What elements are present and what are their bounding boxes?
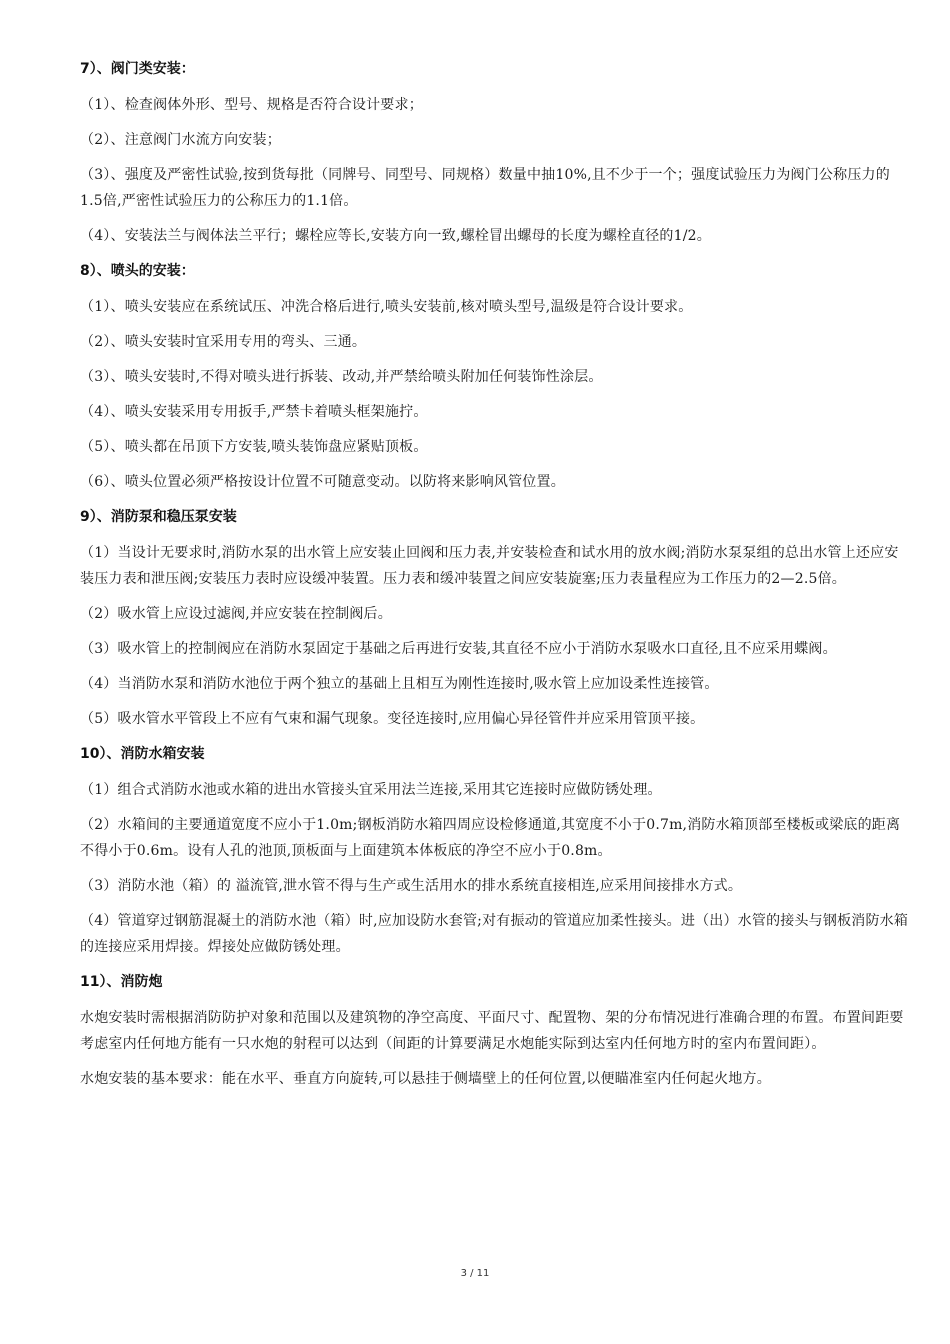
paragraph: （3）、强度及严密性试验,按到货每批（同牌号、同型号、同规格）数量中抽10%,且不少于一个；强度试验压力为阀门公称压力的1.5倍,严密性试验压力的公称压力的1.1倍。 bbox=[80, 167, 890, 209]
paragraph: （2）、喷头安装时宜采用专用的弯头、三通。 bbox=[80, 334, 367, 350]
paragraph: （4）管道穿过钢筋混凝土的消防水池（箱）时,应加设防水套管;对有振动的管道应加柔性接头。进（出）水管的接头与钢板消防水箱的连接应采用焊接。焊接处应做防锈处理。 bbox=[80, 913, 909, 955]
section-sprinkler-installation bbox=[80, 258, 910, 495]
section-fire-monitor bbox=[80, 969, 910, 1092]
paragraph: （3）消防水池（箱）的 溢流管,泄水管不得与生产或生活用水的排水系统直接相连,应采用间接排水方式。 bbox=[80, 878, 743, 894]
section-heading: 9）、消防泵和稳压泵安装 bbox=[80, 509, 237, 525]
paragraph: （1）当设计无要求时,消防水泵的出水管上应安装止回阀和压力表,并安装检查和试水用的放水阀;消防水泵泵组的总出水管上还应安装压力表和泄压阀;安装压力表时应设缓冲装置。压力表和缓冲装置之间应安装旋塞;压力表量程应为工作压力的2—2.5倍。 bbox=[80, 545, 899, 587]
paragraph: （1）、检查阀体外形、型号、规格是否符合设计要求； bbox=[80, 97, 423, 113]
section-heading: 8）、喷头的安装： bbox=[80, 263, 195, 279]
section-heading: 7）、阀门类安装： bbox=[80, 61, 195, 77]
paragraph: （3）、喷头安装时,不得对喷头进行拆装、改动,并严禁给喷头附加任何装饰性涂层。 bbox=[80, 369, 603, 385]
paragraph: （2）水箱间的主要通道宽度不应小于1.0m;钢板消防水箱四周应设检修通道,其宽度不小于0.7m,消防水箱顶部至楼板或梁底的距离不得小于0.6m。设有人孔的池顶,顶板面与上面建筑本体板底的净空不应小于0.8m。 bbox=[80, 817, 901, 859]
section-heading: 10）、消防水箱安装 bbox=[80, 746, 205, 762]
paragraph: （5）吸水管水平管段上不应有气束和漏气现象。变径连接时,应用偏心异径管件并应采用管顶平接。 bbox=[80, 711, 705, 727]
section-valve-installation bbox=[80, 56, 910, 249]
paragraph: （4）、安装法兰与阀体法兰平行；螺栓应等长,安装方向一致,螺栓冒出螺母的长度为螺栓直径的1/2。 bbox=[80, 228, 711, 244]
paragraph: （3）吸水管上的控制阀应在消防水泵固定于基础之后再进行安装,其直径不应小于消防水泵吸水口直径,且不应采用蝶阀。 bbox=[80, 641, 837, 657]
paragraph: （2）吸水管上应设过滤阀,并应安装在控制阀后。 bbox=[80, 606, 392, 622]
paragraph: 水炮安装时需根据消防防护对象和范围以及建筑物的净空高度、平面尺寸、配置物、架的分布情况进行准确合理的布置。布置间距要考虑室内任何地方能有一只水炮的射程可以达到（间距的计算要满足水炮能实际到达室内任何地方时的室内布置间距）。 bbox=[80, 1010, 904, 1052]
paragraph: （5）、喷头都在吊顶下方安装,喷头装饰盘应紧贴顶板。 bbox=[80, 439, 428, 455]
paragraph: 水炮安装的基本要求：能在水平、垂直方向旋转,可以悬挂于侧墙壁上的任何位置,以便瞄准室内任何起火地方。 bbox=[80, 1071, 771, 1087]
paragraph: （2）、注意阀门水流方向安装； bbox=[80, 132, 281, 148]
paragraph: （1）、喷头安装应在系统试压、冲洗合格后进行,喷头安装前,核对喷头型号,温级是符合设计要求。 bbox=[80, 299, 693, 315]
section-fire-water-tank-installation bbox=[80, 741, 910, 960]
section-heading: 11）、消防炮 bbox=[80, 974, 163, 990]
paragraph: （4）当消防水泵和消防水池位于两个独立的基础上且相互为刚性连接时,吸水管上应加设柔性连接管。 bbox=[80, 676, 719, 692]
paragraph: （1）组合式消防水池或水箱的进出水管接头宜采用法兰连接,采用其它连接时应做防锈处理。 bbox=[80, 782, 662, 798]
document-body bbox=[80, 56, 910, 1101]
paragraph: （6）、喷头位置必须严格按设计位置不可随意变动。以防将来影响风管位置。 bbox=[80, 474, 565, 490]
page-number: 3 / 11 bbox=[460, 1268, 490, 1279]
paragraph: （4）、喷头安装采用专用扳手,严禁卡着喷头框架施拧。 bbox=[80, 404, 428, 420]
section-fire-pump-installation bbox=[80, 504, 910, 732]
